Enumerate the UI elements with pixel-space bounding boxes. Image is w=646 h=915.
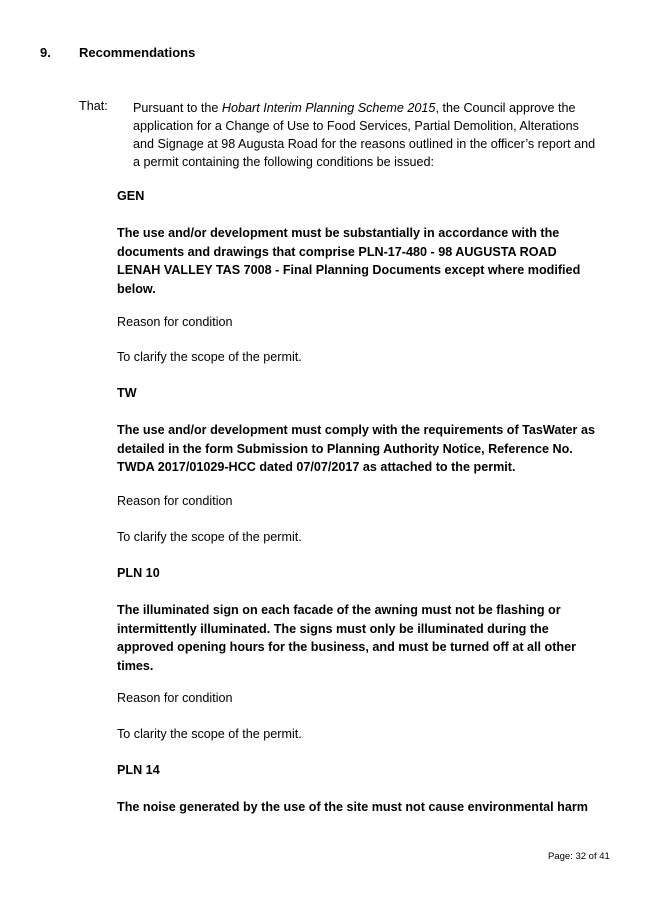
reason-text-gen: To clarify the scope of the permit. <box>117 350 302 364</box>
reason-label-tw: Reason for condition <box>117 494 233 508</box>
section-number: 9. <box>40 45 51 60</box>
reason-text-pln10: To clarity the scope of the permit. <box>117 727 302 741</box>
reason-text-tw: To clarify the scope of the permit. <box>117 530 302 544</box>
condition-code-pln14: PLN 14 <box>117 763 160 777</box>
condition-text-pln14: The noise generated by the use of the site must not cause environmental harm <box>117 800 588 814</box>
condition-text-tw: The use and/or development must comply with the requirements of TasWater as detailed in the form Submission to Planning Authority Notice, Reference No. TWDA 2017/01029-HCC dated 07/07/2017 as attached to the permit. <box>117 423 595 474</box>
intro-text-after: , the Council approve the application for a Change of Use to Food Services, Partial Demolition, Alterations and Signage at 98 Augusta Road for the reasons outlined in the officer’s report and a permit containing the following conditions be issued: <box>133 101 596 169</box>
condition-code-pln10: PLN 10 <box>117 566 160 580</box>
scheme-name: Hobart Interim Planning Scheme 2015 <box>221 101 436 115</box>
condition-text-pln10: The illuminated sign on each facade of the awning must not be flashing or intermittently illuminated. The signs must only be illuminated during the approved opening hours for the business, and must be turned off at all other times. <box>117 603 577 673</box>
intro-text-before: Pursuant to the <box>133 101 222 115</box>
page-number: Page: 32 of 41 <box>548 851 610 862</box>
condition-text-gen: The use and/or development must be substantially in accordance with the documents and drawings that comprise PLN-17-480 - 98 AUGUSTA ROAD LENAH VALLEY TAS 7008 - Final Planning Documents except where modified below. <box>117 226 581 296</box>
condition-code-gen: GEN <box>117 189 145 203</box>
condition-code-tw: TW <box>117 386 137 400</box>
that-label: That: <box>79 99 108 113</box>
reason-label-gen: Reason for condition <box>117 315 233 329</box>
reason-label-pln10: Reason for condition <box>117 691 233 705</box>
intro-paragraph <box>133 99 603 171</box>
section-heading: Recommendations <box>79 45 196 60</box>
